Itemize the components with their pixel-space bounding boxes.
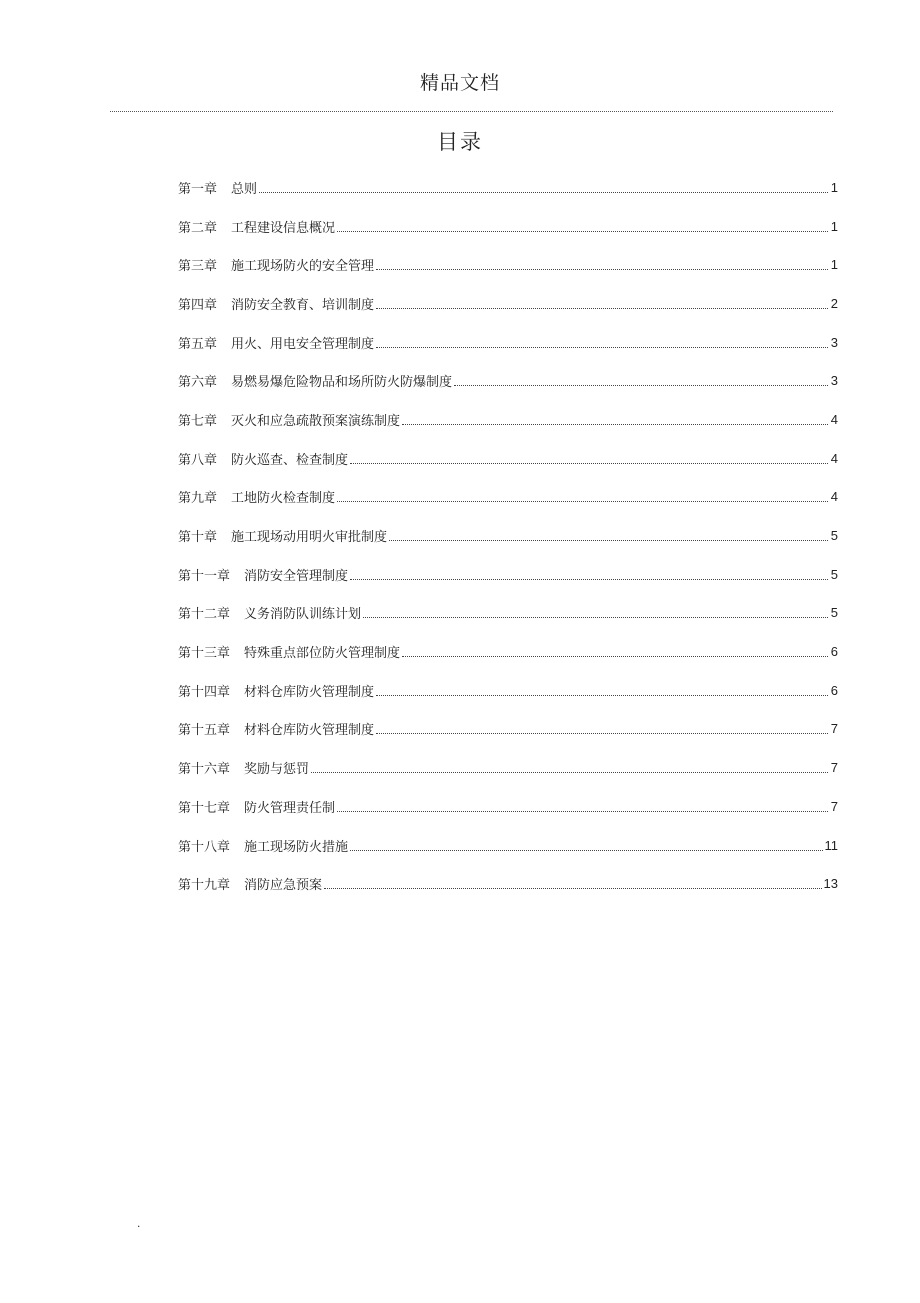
toc-entry-dot-leader [376, 308, 828, 309]
toc-entry-title: 灭火和应急疏散预案演练制度 [231, 413, 401, 429]
toc-entry-title: 特殊重点部位防火管理制度 [244, 646, 401, 662]
toc-entry[interactable] [178, 748, 838, 787]
toc-entry-page-number: 7 [830, 798, 838, 814]
toc-entry[interactable] [178, 439, 838, 478]
toc-entry[interactable] [178, 671, 838, 710]
toc-entry-dot-leader [324, 888, 822, 889]
page-header-title: 精品文档 [419, 72, 500, 94]
toc-entry-title: 奖励与惩罚 [244, 762, 310, 778]
toc-entry-page-number: 6 [830, 682, 838, 698]
toc-entry-dot-leader [337, 501, 828, 502]
toc-entry-page-number: 3 [830, 373, 838, 389]
toc-entry-chapter-number: 第九章 [178, 491, 218, 507]
footer-mark: . [137, 1216, 141, 1230]
toc-entry-chapter-number: 第十五章 [178, 723, 231, 739]
toc-entry-dot-leader [402, 656, 828, 657]
toc-entry[interactable] [178, 323, 838, 362]
toc-entry-chapter-number: 第七章 [178, 413, 218, 429]
toc-entry[interactable] [178, 245, 838, 284]
toc-entry-title: 材料仓库防火管理制度 [244, 723, 375, 739]
toc-entry-page-number: 5 [830, 566, 838, 582]
toc-entry-page-number: 11 [824, 837, 838, 853]
toc-entry-chapter-number: 第十九章 [178, 878, 231, 894]
toc-entry-title: 消防安全教育、培训制度 [231, 297, 375, 313]
toc-entry-dot-leader [363, 617, 828, 618]
toc-entry-chapter-number: 第十八章 [178, 839, 231, 855]
toc-entry[interactable] [178, 400, 838, 439]
toc-entry[interactable] [178, 710, 838, 749]
toc-entry-title: 易燃易爆危险物品和场所防火防爆制度 [231, 375, 453, 391]
toc-entry-title: 材料仓库防火管理制度 [244, 684, 375, 700]
toc-entry-chapter-number: 第三章 [178, 259, 218, 275]
toc-entry[interactable] [178, 516, 838, 555]
toc-entry-dot-leader [402, 424, 828, 425]
toc-entry-page-number: 6 [830, 644, 838, 660]
toc-entry-chapter-number: 第十六章 [178, 762, 231, 778]
toc-entry-chapter-number: 第十章 [178, 530, 218, 546]
toc-entry-dot-leader [350, 579, 828, 580]
toc-entry-chapter-number: 第五章 [178, 336, 218, 352]
toc-entry[interactable] [178, 207, 838, 246]
toc-entry-title: 工地防火检查制度 [231, 491, 336, 507]
toc-entry-dot-leader [350, 463, 828, 464]
toc-entry-title: 消防应急预案 [244, 878, 323, 894]
toc-entry[interactable] [178, 555, 838, 594]
toc-entry-dot-leader [376, 347, 828, 348]
header-divider [110, 111, 833, 112]
toc-entry-page-number: 4 [830, 450, 838, 466]
toc-entry[interactable] [178, 826, 838, 865]
toc-entry[interactable] [178, 478, 838, 517]
toc-entry-page-number: 7 [830, 760, 838, 776]
toc-entry-dot-leader [350, 850, 822, 851]
toc-entry-page-number: 5 [830, 528, 838, 544]
toc-entry-page-number: 3 [830, 334, 838, 350]
toc-entry-dot-leader [376, 695, 828, 696]
toc-entry[interactable] [178, 594, 838, 633]
toc-list [178, 168, 838, 903]
toc-entry-chapter-number: 第六章 [178, 375, 218, 391]
toc-entry-chapter-number: 第八章 [178, 452, 218, 468]
toc-entry-chapter-number: 第四章 [178, 297, 218, 313]
toc-entry-title: 总则 [231, 181, 258, 197]
toc-entry[interactable] [178, 168, 838, 207]
toc-entry-title: 施工现场动用明火审批制度 [231, 530, 388, 546]
toc-entry-chapter-number: 第十三章 [178, 646, 231, 662]
toc-entry-dot-leader [337, 811, 828, 812]
toc-entry-chapter-number: 第十七章 [178, 800, 231, 816]
toc-entry-chapter-number: 第一章 [178, 181, 218, 197]
toc-entry[interactable] [178, 284, 838, 323]
toc-entry-page-number: 13 [823, 876, 838, 892]
toc-entry-page-number: 1 [830, 218, 838, 234]
toc-entry-chapter-number: 第二章 [178, 220, 218, 236]
toc-entry-dot-leader [259, 192, 828, 193]
toc-entry-dot-leader [454, 385, 828, 386]
toc-entry-title: 施工现场防火措施 [244, 839, 349, 855]
toc-entry-chapter-number: 第十四章 [178, 684, 231, 700]
toc-entry-page-number: 5 [830, 605, 838, 621]
toc-entry-page-number: 2 [830, 295, 838, 311]
toc-entry-page-number: 1 [830, 257, 838, 273]
toc-entry-title: 消防安全管理制度 [244, 568, 349, 584]
toc-entry[interactable] [178, 787, 838, 826]
toc-entry-chapter-number: 第十一章 [178, 568, 231, 584]
toc-entry-dot-leader [311, 772, 828, 773]
toc-entry-title: 防火巡查、检查制度 [231, 452, 349, 468]
toc-entry-page-number: 7 [830, 721, 838, 737]
toc-entry-page-number: 1 [830, 179, 838, 195]
toc-entry[interactable] [178, 361, 838, 400]
toc-entry-title: 义务消防队训练计划 [244, 607, 362, 623]
toc-entry[interactable] [178, 632, 838, 671]
toc-entry-chapter-number: 第十二章 [178, 607, 231, 623]
toc-title: 目录 [437, 130, 483, 154]
toc-entry-dot-leader [376, 269, 828, 270]
toc-entry-page-number: 4 [830, 411, 838, 427]
toc-entry-title: 防火管理责任制 [244, 800, 336, 816]
toc-entry-dot-leader [376, 733, 828, 734]
toc-entry-dot-leader [389, 540, 828, 541]
toc-entry-title: 工程建设信息概况 [231, 220, 336, 236]
toc-entry-page-number: 4 [830, 489, 838, 505]
toc-entry-title: 施工现场防火的安全管理 [231, 259, 375, 275]
toc-entry-dot-leader [337, 231, 828, 232]
toc-entry-title: 用火、用电安全管理制度 [231, 336, 375, 352]
toc-entry[interactable] [178, 864, 838, 903]
